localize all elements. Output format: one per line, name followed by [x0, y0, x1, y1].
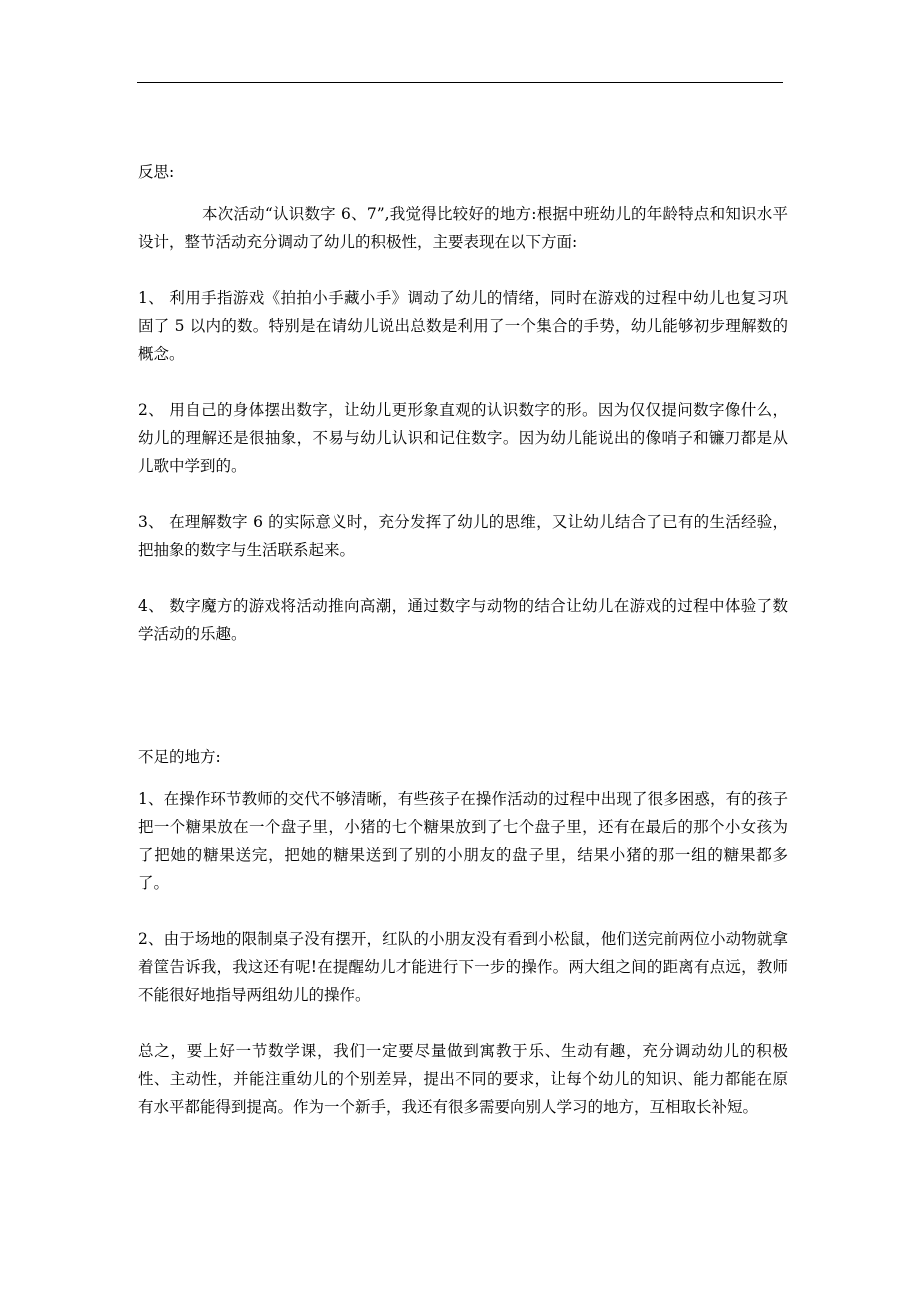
shortcoming-point-2: 2、由于场地的限制桌子没有摆开，红队的小朋友没有看到小松鼠，他们送完前两位小动物就拿着筐告诉我，我这还有呢!在提醒幼儿才能进行下一步的操作。两大组之间的距离有点远，教师不能很好地指导两组幼儿的操作。 [138, 930, 788, 1004]
shortcoming-point-1: 1、在操作环节教师的交代不够清晰，有些孩子在操作活动的过程中出现了很多困惑，有的孩子把一个糖果放在一个盘子里，小猪的七个糖果放到了七个盘子里，还有在最后的那个小女孩为了把她的糖果送完，把她的糖果送到了别的小朋友的盘子里，结果小猪的那一组的糖果都多了。 [138, 790, 788, 892]
shortcomings-heading: 不足的地方: [138, 748, 221, 766]
reflection-point-1: 1、 利用手指游戏《拍拍小手藏小手》调动了幼儿的情绪，同时在游戏的过程中幼儿也复习巩固了 5 以内的数。特别是在请幼儿说出总数是利用了一个集合的手势，幼儿能够初步理解数的概念。 [138, 289, 788, 363]
reflection-point-3: 3、 在理解数字 6 的实际意义时，充分发挥了幼儿的思维，又让幼儿结合了已有的生活经验，把抽象的数字与生活联系起来。 [138, 513, 788, 559]
reflection-intro: 本次活动“认识数字 6、7”,我觉得比较好的地方:根据中班幼儿的年龄特点和知识水平设计，整节活动充分调动了幼儿的积极性，主要表现在以下方面: [138, 205, 788, 251]
reflection-heading: 反思: [138, 163, 175, 181]
header-rule [137, 82, 783, 83]
reflection-point-2: 2、 用自己的身体摆出数字，让幼儿更形象直观的认识数字的形。因为仅仅提问数字像什么，幼儿的理解还是很抽象，不易与幼儿认识和记住数字。因为幼儿能说出的像哨子和镰刀都是从儿歌中学到的。 [138, 401, 788, 475]
reflection-point-4: 4、 数字魔方的游戏将活动推向高潮，通过数字与动物的结合让幼儿在游戏的过程中体验了数学活动的乐趣。 [138, 597, 788, 643]
section-spacer [138, 648, 788, 743]
conclusion-paragraph: 总之，要上好一节数学课，我们一定要尽量做到寓教于乐、生动有趣，充分调动幼儿的积极性、主动性，并能注重幼儿的个别差异，提出不同的要求，让每个幼儿的知识、能力都能在原有水平都能得到提高。作为一个新手，我还有很多需要向别人学习的地方，互相取长补短。 [138, 1042, 788, 1116]
document-body [138, 158, 788, 1121]
